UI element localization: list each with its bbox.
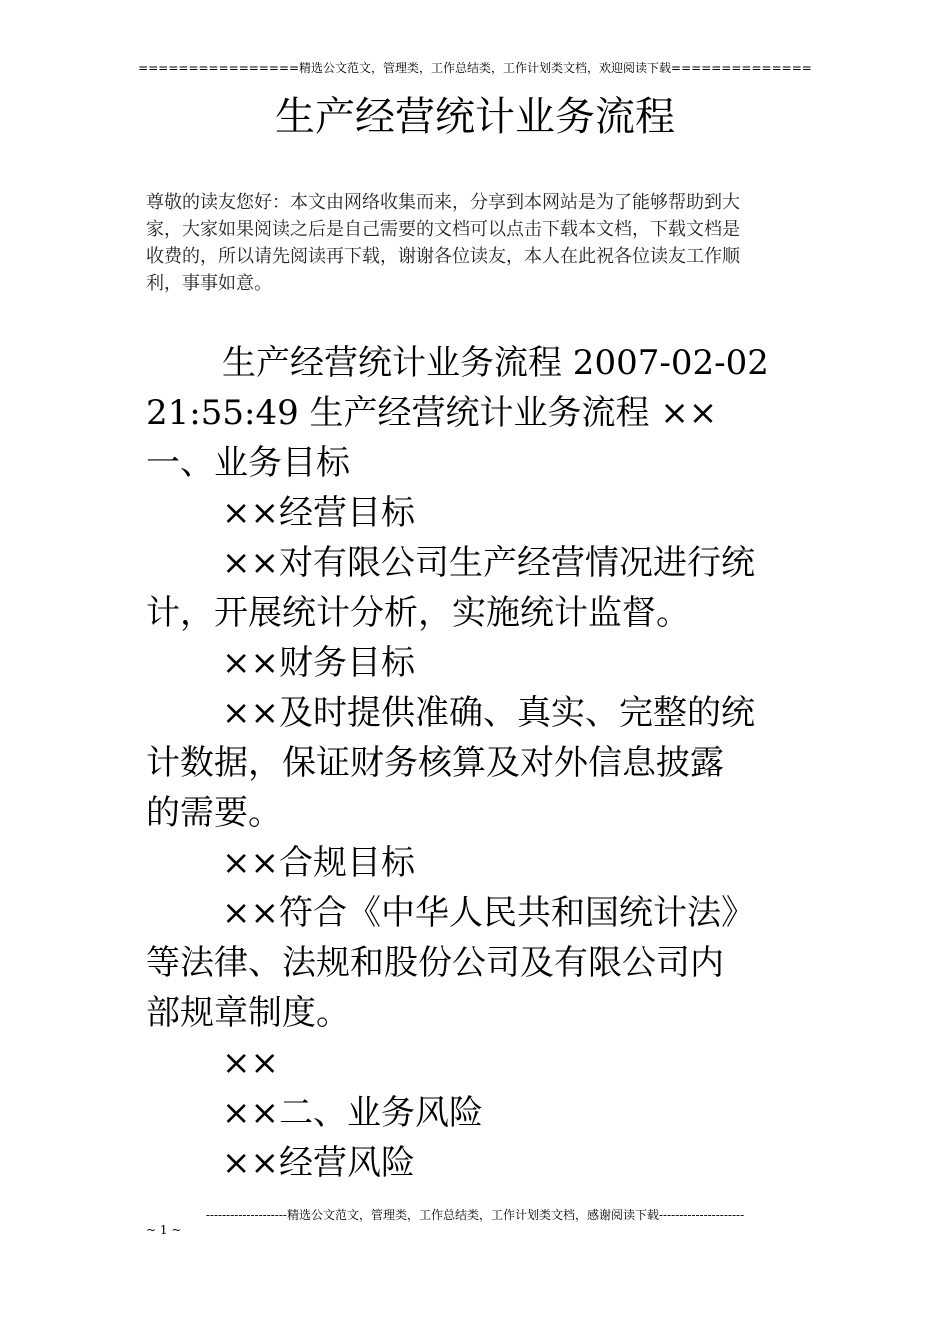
subsection-heading: ××合规目标: [222, 843, 415, 883]
body-line: 计，开展统计分析，实施统计监督。: [146, 593, 690, 633]
body-line: 部规章制度。: [146, 993, 350, 1033]
greeting-line: 利，事事如意。: [146, 273, 272, 294]
body-line: ××及时提供准确、真实、完整的统: [222, 693, 755, 733]
page-number: ~ 1 ~: [146, 1223, 182, 1237]
body-line: 生产经营统计业务流程 2007-02-02: [222, 343, 769, 383]
subsection-heading: ××经营风险: [222, 1143, 415, 1183]
greeting-line: 家，大家如果阅读之后是自己需要的文档可以点击下载本文档，下载文档是: [146, 219, 740, 240]
section-heading: ××二、业务风险: [222, 1093, 483, 1133]
header-banner: ================精选公文范文，管理类，工作总结类，工作计划类文档，欢迎阅读下载==============: [138, 61, 812, 75]
greeting-paragraph: [146, 189, 814, 297]
subsection-heading: ××经营目标: [222, 493, 415, 533]
body-line: 的需要。: [146, 793, 282, 833]
document-title: 生产经营统计业务流程: [275, 94, 675, 140]
body-line: 21:55:49 生产经营统计业务流程 ××: [146, 393, 718, 433]
greeting-line: 收费的，所以请先阅读再下载，谢谢各位读友，本人在此祝各位读友工作顺: [146, 246, 740, 267]
body-line: 计数据，保证财务核算及对外信息披露: [146, 743, 724, 783]
section-heading: 一、业务目标: [146, 443, 350, 483]
body-line: 等法律、法规和股份公司及有限公司内: [146, 943, 724, 983]
subsection-heading: ××财务目标: [222, 643, 415, 683]
body-line: ××对有限公司生产经营情况进行统: [222, 543, 755, 583]
footer-banner: --------------------精选公文范文，管理类，工作总结类，工作计划类文档，感谢阅读下载---------------------: [205, 1208, 745, 1222]
body-line: ××符合《中华人民共和国统计法》: [222, 893, 755, 933]
greeting-line: 尊敬的读友您好：本文由网络收集而来，分享到本网站是为了能够帮助到大: [146, 192, 740, 213]
body-line: ××: [222, 1043, 279, 1083]
document-body: [146, 338, 816, 1188]
